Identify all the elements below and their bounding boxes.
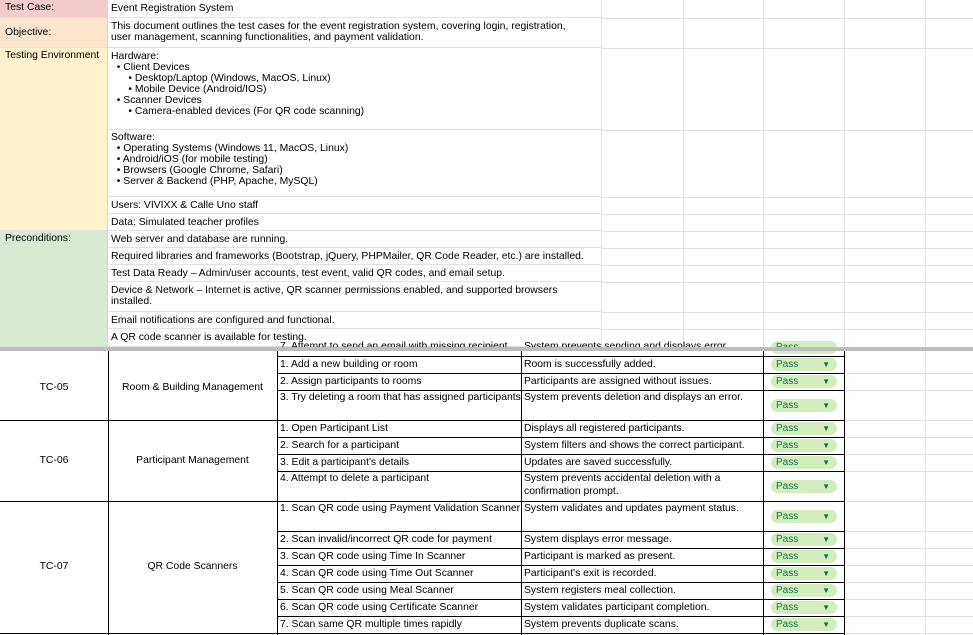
test-module[interactable]: Room & Building Management	[122, 382, 263, 393]
expected-result[interactable]: System filters and shows the correct participant.	[524, 440, 745, 451]
test-case-label: Test Case:	[0, 0, 108, 18]
grid-column-line	[683, 0, 684, 347]
test-step[interactable]: 6. Scan QR code using Certificate Scanner	[280, 602, 479, 613]
test-case-id[interactable]: TC-06	[39, 455, 69, 466]
status-chip[interactable]	[771, 480, 837, 493]
test-step[interactable]: 2. Scan invalid/incorrect QR code for payment	[280, 534, 492, 545]
status-chip[interactable]	[771, 422, 837, 435]
status-chip[interactable]	[771, 618, 837, 631]
software-list[interactable]	[108, 130, 601, 197]
group-border	[0, 420, 277, 421]
hardware-list[interactable]	[108, 48, 601, 130]
test-step[interactable]: 3. Scan QR code using Time In Scanner	[280, 551, 466, 562]
grid-row-line	[844, 437, 973, 438]
grid-row-line	[844, 501, 973, 502]
grid-row-line	[601, 18, 973, 19]
status-chip-label: Pass	[776, 602, 799, 613]
objective-line: This document outlines the test cases for the event registration system, covering login, registration,	[111, 21, 566, 32]
status-chip[interactable]	[771, 550, 837, 563]
hardware-line: • Desktop/Laptop (Windows, MacOS, Linux)	[111, 73, 331, 84]
precondition-cell[interactable]	[108, 265, 601, 282]
status-chip[interactable]	[771, 399, 837, 412]
expected-result[interactable]: Participants are assigned without issues.	[524, 376, 712, 387]
grid-row-line	[844, 471, 973, 472]
objective-line: user management, scanning functionalities, and payment validation.	[111, 32, 424, 43]
status-chip[interactable]	[771, 439, 837, 452]
test-case-value[interactable]: Event Registration System	[108, 0, 601, 18]
data-text[interactable]: Data: Simulated teacher profiles	[108, 214, 601, 231]
chevron-down-icon[interactable]: ▼	[822, 458, 830, 467]
chevron-down-icon[interactable]: ▼	[822, 535, 830, 544]
status-chip-label: Pass	[776, 619, 799, 630]
status-chip-label: Pass	[776, 376, 799, 387]
expected-result[interactable]: System registers meal collection.	[524, 585, 676, 596]
test-step[interactable]: 7. Scan same QR multiple times rapidly	[280, 619, 462, 630]
grid-column-line	[925, 0, 926, 347]
test-case-id[interactable]: TC-07	[39, 561, 69, 572]
expected-result[interactable]: System validates participant completion.	[524, 602, 710, 613]
hardware-line: • Camera-enabled devices (For QR code scanning)	[111, 106, 365, 117]
test-step[interactable]: 1. Add a new building or room	[280, 359, 418, 370]
column-border	[844, 351, 845, 635]
chevron-down-icon[interactable]: ▼	[822, 441, 830, 450]
chevron-down-icon[interactable]: ▼	[822, 620, 830, 629]
precondition-line: installed.	[111, 296, 153, 307]
column-border	[108, 351, 109, 635]
row-border	[277, 356, 844, 357]
test-case-id[interactable]: TC-05	[39, 382, 69, 393]
group-border	[0, 501, 277, 502]
grid-row-line	[844, 582, 973, 583]
expected-result[interactable]: Participant's exit is recorded.	[524, 568, 657, 579]
chevron-down-icon[interactable]: ▼	[822, 586, 830, 595]
users-text[interactable]: Users: VIVIXX & Calle Uno staff	[108, 197, 601, 214]
grid-row-line	[844, 565, 973, 566]
grid-row-line	[601, 312, 973, 313]
hardware-line: • Scanner Devices	[111, 95, 202, 106]
test-module[interactable]: Participant Management	[136, 455, 249, 466]
status-chip[interactable]	[771, 375, 837, 388]
status-chip-label: Pass	[776, 359, 799, 370]
status-chip[interactable]	[771, 567, 837, 580]
grid-row-line	[601, 197, 973, 198]
precondition-line: Device & Network – Internet is active, QR scanner permissions enabled, and supported browsers	[111, 285, 558, 296]
software-line: • Browsers (Google Chrome, Safari)	[111, 165, 283, 176]
status-chip[interactable]	[771, 456, 837, 469]
chevron-down-icon[interactable]: ▼	[822, 512, 830, 521]
status-chip[interactable]	[771, 358, 837, 371]
status-chip[interactable]	[771, 533, 837, 546]
precondition-line: Required libraries and frameworks (Bootstrap, jQuery, PHPMailer, QR Code Reader, etc.) are installed.	[111, 251, 584, 262]
test-step[interactable]: 1. Scan QR code using Payment Validation Scanner	[280, 503, 521, 514]
status-chip-label: Pass	[776, 457, 799, 468]
precondition-cell[interactable]	[108, 231, 601, 248]
grid-column-line	[601, 0, 602, 347]
precondition-cell[interactable]	[108, 248, 601, 265]
objective-text[interactable]	[108, 18, 601, 48]
precondition-line: A QR code scanner is available for testing.	[111, 332, 307, 343]
software-line: • Android/iOS (for mobile testing)	[111, 154, 268, 165]
grid-row-line	[601, 265, 973, 266]
test-step[interactable]: 4. Scan QR code using Time Out Scanner	[280, 568, 474, 579]
test-step[interactable]: 5. Scan QR code using Meal Scanner	[280, 585, 454, 596]
preconditions-label: Preconditions:	[0, 231, 108, 347]
software-line: • Operating Systems (Windows 11, MacOS, Linux)	[111, 143, 349, 154]
expected-result[interactable]: System prevents deletion and displays an error.	[524, 392, 743, 403]
expected-result[interactable]: System prevents duplicate scans.	[524, 619, 679, 630]
status-chip-label: Pass	[776, 568, 799, 579]
status-chip[interactable]	[771, 584, 837, 597]
status-chip-label: Pass	[776, 534, 799, 545]
grid-row-line	[601, 214, 973, 215]
status-chip-label: Pass	[776, 511, 799, 522]
grid-column-line	[763, 0, 764, 347]
status-chip-label: Pass	[776, 440, 799, 451]
grid-row-line	[844, 454, 973, 455]
hardware-line: Hardware:	[111, 51, 159, 62]
chevron-down-icon[interactable]: ▼	[822, 569, 830, 578]
chevron-down-icon[interactable]: ▼	[822, 552, 830, 561]
status-chip-label: Pass	[776, 551, 799, 562]
chevron-down-icon[interactable]: ▼	[822, 603, 830, 612]
test-step[interactable]: 2. Assign participants to rooms	[280, 376, 422, 387]
expected-result[interactable]: System validates and updates payment status.	[524, 503, 739, 514]
chevron-down-icon[interactable]: ▼	[822, 360, 830, 369]
testing-environment-label: Testing Environment	[0, 48, 108, 231]
chevron-down-icon[interactable]: ▼	[822, 401, 830, 410]
grid-row-line	[601, 130, 973, 131]
grid-row-line	[601, 248, 973, 249]
test-step[interactable]: 4. Attempt to delete a participant	[280, 473, 430, 484]
grid-row-line	[844, 548, 973, 549]
chevron-down-icon[interactable]: ▼	[822, 424, 830, 433]
expected-result[interactable]: Room is successfully added.	[524, 359, 656, 370]
grid-row-line	[844, 633, 973, 634]
grid-row-line	[844, 373, 973, 374]
expected-result[interactable]: Participant is marked as present.	[524, 551, 676, 562]
grid-row-line	[844, 390, 973, 391]
grid-row-line	[844, 420, 973, 421]
hardware-line: • Client Devices	[111, 62, 190, 73]
grid-row-line	[844, 616, 973, 617]
chevron-down-icon[interactable]: ▼	[822, 482, 830, 491]
grid-row-line	[601, 231, 973, 232]
grid-row-line	[601, 48, 973, 49]
test-module[interactable]: QR Code Scanners	[147, 561, 238, 572]
grid-row-line	[601, 329, 973, 330]
test-step[interactable]: 2. Search for a participant	[280, 440, 399, 451]
precondition-line: Web server and database are running.	[111, 234, 289, 245]
test-step[interactable]: 1. Open Participant List	[280, 423, 389, 434]
status-chip-label: Pass	[776, 585, 799, 596]
status-chip-label: Pass	[776, 481, 799, 492]
test-step[interactable]: 3. Try deleting a room that has assigned participants	[280, 392, 521, 403]
expected-result[interactable]: Displays all registered participants.	[524, 423, 685, 434]
status-chip[interactable]	[771, 510, 837, 523]
expected-result[interactable]: System prevents accidental deletion with a confirmation prompt.	[524, 473, 721, 497]
hardware-line: • Mobile Device (Android/IOS)	[111, 84, 267, 95]
expected-result[interactable]: Updates are saved successfully.	[524, 457, 673, 468]
group-border	[0, 633, 844, 634]
grid-row-line	[601, 282, 973, 283]
column-border	[277, 351, 278, 635]
grid-column-line	[925, 351, 926, 635]
grid-row-line	[844, 531, 973, 532]
software-line: • Server & Backend (PHP, Apache, MySQL)	[111, 176, 318, 187]
column-border	[521, 351, 522, 635]
column-border	[763, 351, 764, 635]
chevron-down-icon[interactable]: ▼	[822, 377, 830, 386]
precondition-line: Test Data Ready – Admin/user accounts, test event, valid QR codes, and email setup.	[111, 268, 505, 279]
frozen-pane-divider-overlay	[0, 347, 973, 351]
precondition-line: Email notifications are configured and functional.	[111, 315, 335, 326]
objective-label: Objective:	[0, 18, 108, 48]
software-line: Software:	[111, 132, 155, 143]
grid-column-line	[844, 0, 845, 347]
precondition-cell[interactable]	[108, 312, 601, 329]
status-chip-label: Pass	[776, 423, 799, 434]
status-chip-label: Pass	[776, 400, 799, 411]
expected-result[interactable]: System displays error message.	[524, 534, 672, 545]
grid-row-line	[844, 599, 973, 600]
precondition-cell[interactable]	[108, 282, 601, 312]
test-step[interactable]: 3. Edit a participant's details	[280, 457, 410, 468]
status-chip[interactable]	[771, 601, 837, 614]
